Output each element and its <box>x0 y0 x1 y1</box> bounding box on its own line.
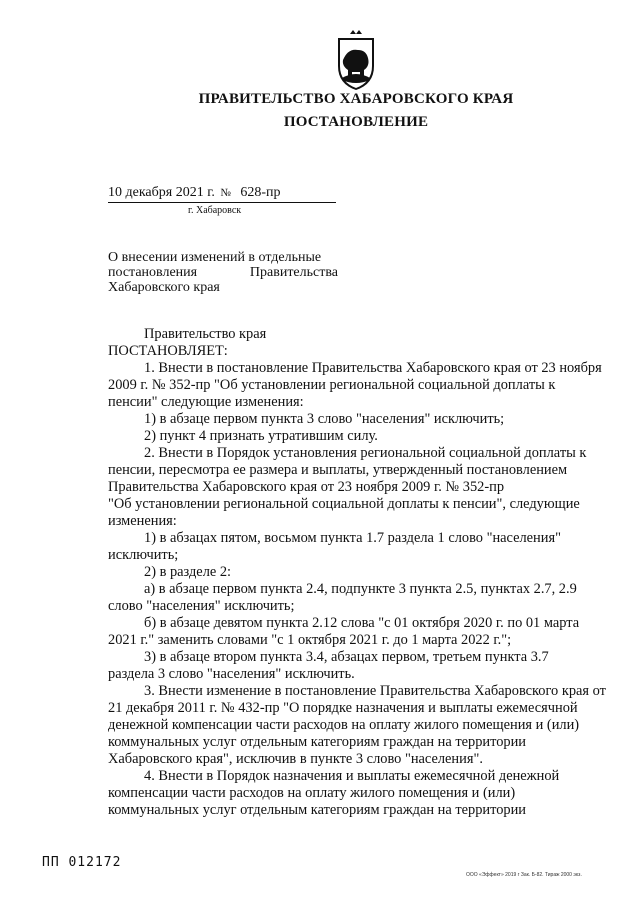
body-line: пенсии" следующие изменения: <box>108 394 304 410</box>
document-type: ПОСТАНОВЛЕНИЕ <box>283 114 429 130</box>
decree-subject <box>108 250 338 295</box>
body-line: Хабаровского края", исключив в пункте 3 слово "населения". <box>108 751 483 767</box>
decree-body <box>108 326 614 819</box>
body-line: пенсии, пересмотра ее размера и выплаты, утвержденный постановлением <box>108 462 568 478</box>
subject-line: О внесении изменений в отдельные <box>108 250 322 265</box>
subject-word: постановления <box>108 265 198 280</box>
body-line: 2. Внести в Порядок установления региональной социальной доплаты к <box>144 445 587 461</box>
body-line: 2) пункт 4 признать утратившим силу. <box>144 428 378 444</box>
subject-line <box>108 265 338 280</box>
printer-imprint: ООО «Эффект» 2019 г Зак. Б-82. Тираж 2000 экз. <box>466 872 582 878</box>
city-label: г. Хабаровск <box>188 205 242 216</box>
body-line: Правительство края <box>144 326 267 342</box>
body-line: 1) в абзаце первом пункта 3 слово "населения" исключить; <box>144 411 505 427</box>
body-line: 3) в абзаце втором пункта 3.4, абзацах первом, третьем пункта 3.7 <box>144 649 549 665</box>
date-underline <box>108 202 336 203</box>
issuer-title: ПРАВИТЕЛЬСТВО ХАБАРОВСКОГО КРАЯ <box>198 91 514 107</box>
body-line: 2009 г. № 352-пр "Об установлении региональной социальной доплаты к <box>108 377 556 393</box>
body-line: исключить; <box>108 547 179 563</box>
decree-date: 10 декабря 2021 г. <box>108 185 215 200</box>
subject-word: Правительства <box>249 265 338 280</box>
subject-line: Хабаровского края <box>108 280 220 295</box>
body-line: 21 декабря 2011 г. № 432-пр "О порядке назначения и выплаты ежемесячной <box>108 700 578 716</box>
body-line: 1) в абзацах пятом, восьмом пункта 1.7 раздела 1 слово "населения" <box>144 530 561 546</box>
form-serial-number: ПП 012172 <box>42 855 122 870</box>
body-line: компенсации части расходов на оплату жилого помещения и (или) <box>108 785 516 801</box>
body-line: ПОСТАНОВЛЯЕТ: <box>108 343 228 359</box>
body-line: "Об установлении региональной социальной доплаты к пенсии", следующие <box>108 496 580 512</box>
body-line: а) в абзаце первом пункта 2.4, подпункте 3 пункта 2.5, пунктах 2.7, 2.9 <box>144 581 577 597</box>
body-line: Правительства Хабаровского края от 23 ноября 2009 г. № 352-пр <box>108 479 505 495</box>
body-line: б) в абзаце девятом пункта 2.12 слова "с 01 октября 2020 г. по 01 марта <box>144 615 580 631</box>
body-line: 1. Внести в постановление Правительства Хабаровского края от 23 ноября <box>144 360 602 376</box>
number-sign: № <box>220 187 231 199</box>
decree-number: 628-пр <box>240 185 281 200</box>
date-number-line <box>108 185 281 201</box>
body-line: 2021 г." заменить словами "с 1 октября 2021 г. до 1 марта 2022 г."; <box>108 632 512 648</box>
body-line: 4. Внести в Порядок назначения и выплаты ежемесячной денежной <box>144 768 560 784</box>
body-line: слово "населения" исключить; <box>108 598 295 614</box>
body-line: 3. Внести изменение в постановление Правительства Хабаровского края от <box>144 683 606 699</box>
body-line: коммунальных услуг отдельным категориям граждан на территории <box>108 802 527 818</box>
body-line: изменения: <box>108 513 177 529</box>
coat-of-arms-bear-icon <box>330 30 382 92</box>
body-line: коммунальных услуг отдельным категориям граждан на территории <box>108 734 527 750</box>
body-line: денежной компенсации части расходов на оплату жилого помещения и (или) <box>108 717 580 733</box>
body-line: 2) в разделе 2: <box>144 564 232 580</box>
body-line: раздела 3 слово "населения" исключить. <box>108 666 355 682</box>
